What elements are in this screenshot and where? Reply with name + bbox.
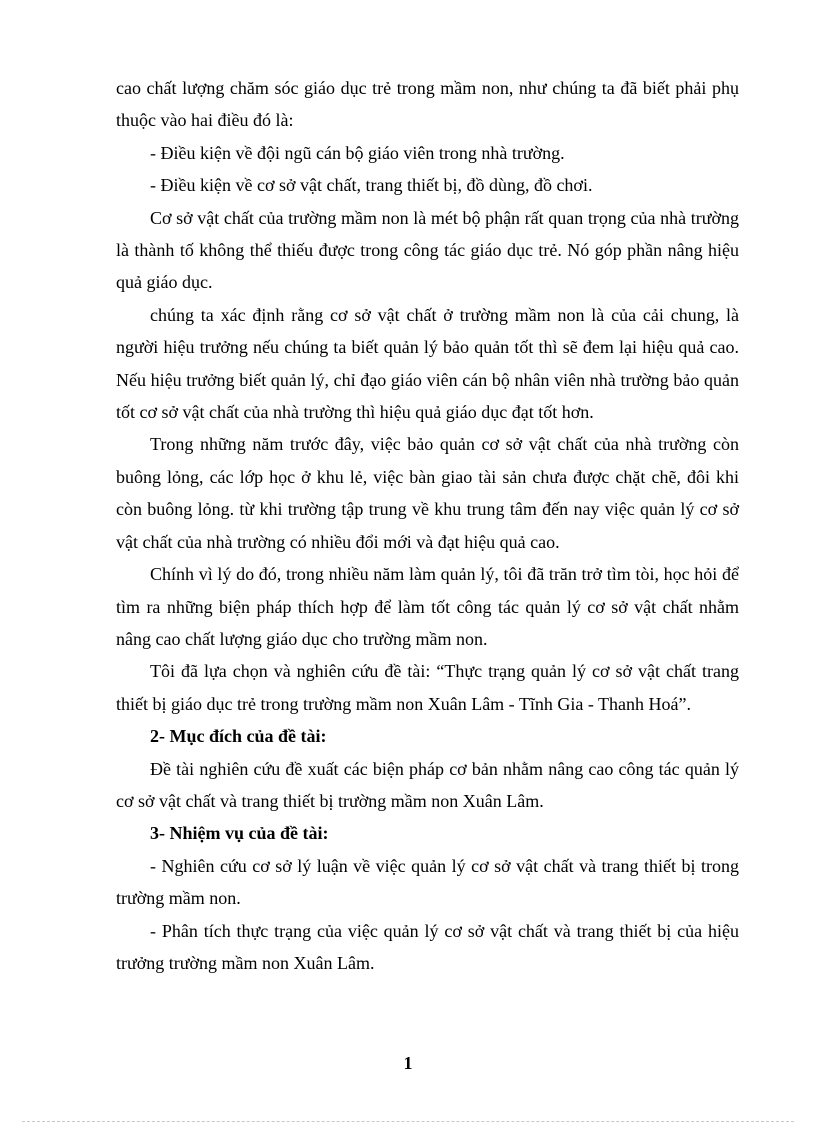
section-heading-tasks: 3- Nhiệm vụ của đề tài:: [150, 823, 329, 844]
list-item-task-analysis: - Phân tích thực trạng của việc quản lý cơ sở vật chất và trang thiết bị của hiệu trưởng trường mầm non Xuân Lâm.: [116, 920, 739, 973]
paragraph-topic-selection: Tôi đã lựa chọn và nghiên cứu đề tài: “Thực trạng quản lý cơ sở vật chất trang thiết bị giáo dục trẻ trong trường mầm non Xuân Lâm - Tĩnh Gia - Thanh Hoá”.: [116, 661, 739, 714]
list-item-facility-condition: - Điều kiện về cơ sở vật chất, trang thiết bị, đồ dùng, đồ chơi.: [150, 175, 593, 196]
page-bottom-divider: [22, 1121, 794, 1122]
paragraph-past-years: Trong những năm trước đây, việc bảo quản cơ sở vật chất của nhà trường còn buông lỏng, các lớp học ở khu lẻ, việc bàn giao tài sản chưa được chặt chẽ, đôi khi còn buông lỏng. từ khi trường tập trung về khu trung tâm đến nay việc quản lý cơ sở vật chất của nhà trường có nhiều đổi mới và đạt hiệu quả cao.: [116, 434, 739, 552]
paragraph-facility-importance: Cơ sở vật chất của trường mầm non là mét bộ phận rất quan trọng của nhà trường là thành tố không thể thiếu được trong công tác giáo dục trẻ. Nó góp phần nâng hiệu quả giáo dục.: [116, 207, 739, 293]
list-item-staff-condition: - Điều kiện về đội ngũ cán bộ giáo viên trong nhà trường.: [150, 142, 565, 163]
paragraph-intro-continuation: cao chất lượng chăm sóc giáo dục trẻ trong mầm non, như chúng ta đã biết phải phụ thuộc vào hai điều đó là:: [116, 78, 739, 131]
paragraph-purpose: Đề tài nghiên cứu đề xuất các biện pháp cơ bản nhằm nâng cao công tác quản lý cơ sở vật chất và trang thiết bị trường mầm non Xuân Lâm.: [116, 758, 739, 811]
section-heading-purpose: 2- Mục đích của đề tài:: [150, 726, 327, 747]
document-body: [116, 72, 739, 979]
paragraph-common-property: chúng ta xác định rằng cơ sở vật chất ở trường mầm non là của cải chung, là người hiệu trưởng nếu chúng ta biết quản lý bảo quản tốt thì sẽ đem lại hiệu quả cao. Nếu hiệu trưởng biết quản lý, chỉ đạo giáo viên cán bộ nhân viên nhà trường bảo quản tốt cơ sở vật chất của nhà trường thì hiệu quả giáo dục đạt tốt hơn.: [116, 304, 739, 423]
list-item-task-theory: - Nghiên cứu cơ sở lý luận về việc quản lý cơ sở vật chất và trang thiết bị trong trường mầm non.: [116, 855, 739, 909]
paragraph-reason: Chính vì lý do đó, trong nhiều năm làm quản lý, tôi đã trăn trở tìm tòi, học hỏi để tìm ra những biện pháp thích hợp để làm tốt công tác quản lý cơ sở vật chất nhằm nâng cao chất lượng giáo dục cho trường mầm non.: [116, 564, 739, 649]
page-number: 1: [403, 1053, 413, 1073]
